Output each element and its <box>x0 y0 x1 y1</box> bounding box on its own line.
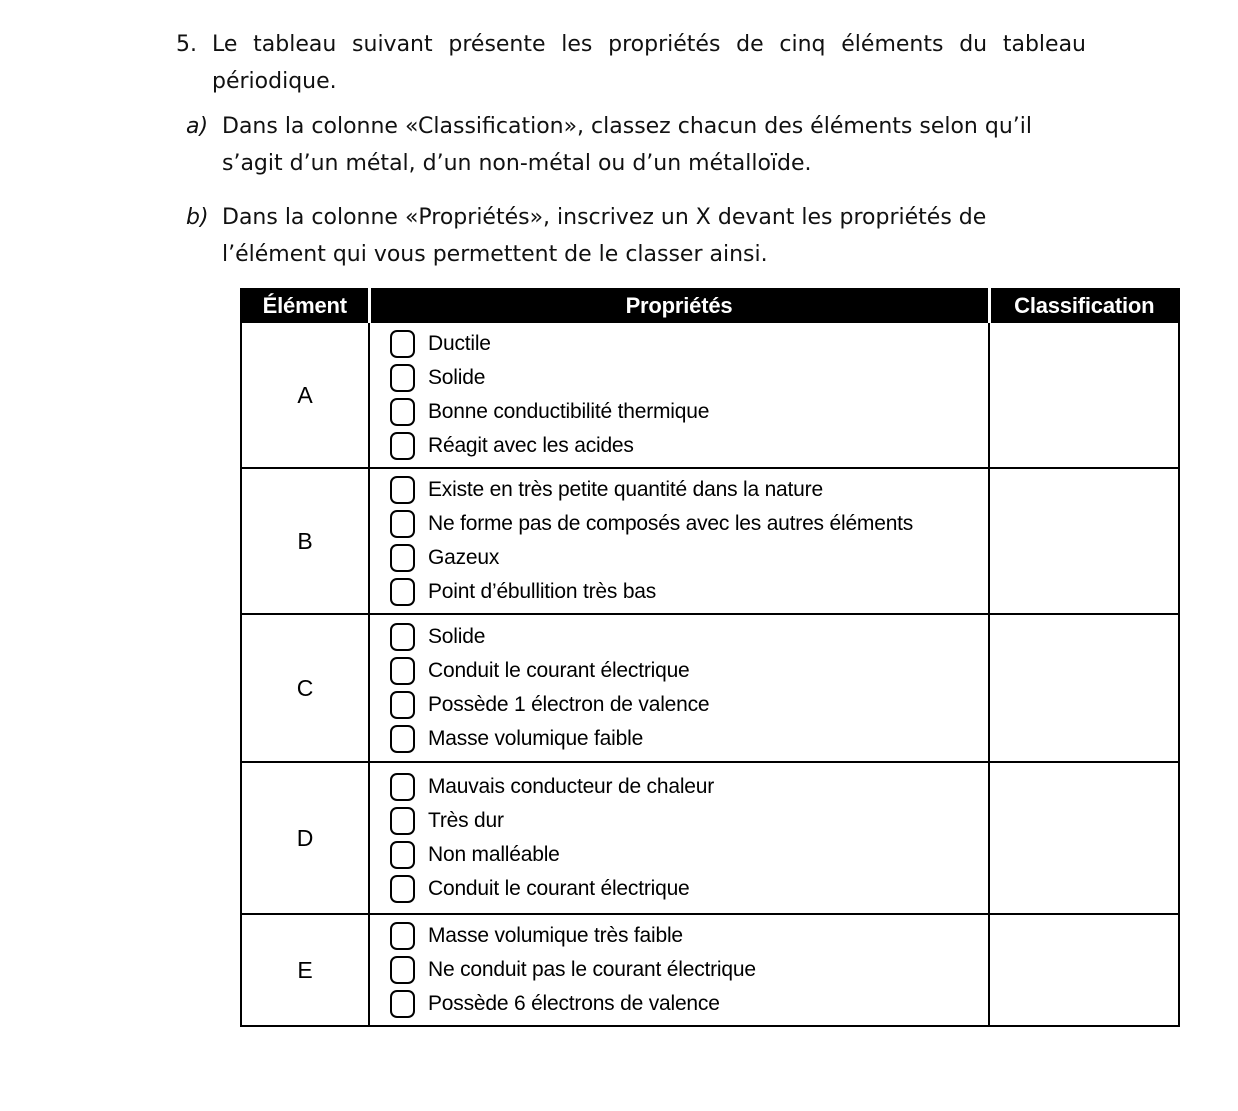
part-a-marker: a) <box>186 114 209 139</box>
question-5 <box>176 26 1088 100</box>
property-item <box>390 688 980 722</box>
property-label: Très dur <box>428 809 504 832</box>
property-checkbox[interactable] <box>390 476 415 504</box>
property-label: Possède 6 électrons de valence <box>428 992 720 1015</box>
part-b-text: Dans la colonne «Propriétés», inscrivez un X devant les propriétés de l’élément qui vous permettent de le classer ainsi. <box>222 205 987 267</box>
property-checkbox[interactable] <box>390 773 415 801</box>
classification-cell-d[interactable] <box>989 762 1179 914</box>
element-label-b: B <box>241 468 369 614</box>
classification-cell-c[interactable] <box>989 614 1179 762</box>
property-checkbox[interactable] <box>390 841 415 869</box>
question-part-b <box>186 199 1056 273</box>
elements-properties-table <box>240 288 1180 1027</box>
table-row-a <box>241 322 1179 468</box>
property-item <box>390 327 980 361</box>
property-checkbox[interactable] <box>390 398 415 426</box>
property-checkbox[interactable] <box>390 330 415 358</box>
property-checkbox[interactable] <box>390 956 415 984</box>
element-label-c: C <box>241 614 369 762</box>
table-row-b <box>241 468 1179 614</box>
property-checkbox[interactable] <box>390 364 415 392</box>
property-checkbox[interactable] <box>390 691 415 719</box>
property-item <box>390 541 980 575</box>
element-label-d: D <box>241 762 369 914</box>
property-label: Non malléable <box>428 843 560 866</box>
element-label-e: E <box>241 914 369 1026</box>
property-checkbox[interactable] <box>390 990 415 1018</box>
property-item <box>390 575 980 609</box>
header-element: Élément <box>241 289 369 322</box>
header-classification: Classification <box>989 289 1179 322</box>
property-label: Ne forme pas de composés avec les autres éléments <box>428 512 914 535</box>
table-row-d <box>241 762 1179 914</box>
property-label: Masse volumique faible <box>428 727 644 750</box>
property-item <box>390 473 980 507</box>
property-label: Conduit le courant électrique <box>428 877 690 900</box>
question-text: Le tableau suivant présente les propriétés de cinq éléments du tableau périodique. <box>212 32 1086 94</box>
property-label: Existe en très petite quantité dans la nature <box>428 478 823 501</box>
table-header-row <box>241 289 1179 322</box>
property-checkbox[interactable] <box>390 623 415 651</box>
property-label: Solide <box>428 625 486 648</box>
property-item <box>390 919 980 953</box>
property-checkbox[interactable] <box>390 510 415 538</box>
question-number: 5. <box>176 32 197 57</box>
property-checkbox[interactable] <box>390 922 415 950</box>
part-b-marker: b) <box>186 205 209 230</box>
classification-cell-e[interactable] <box>989 914 1179 1026</box>
header-properties: Propriétés <box>369 289 989 322</box>
property-item <box>390 507 980 541</box>
property-item <box>390 654 980 688</box>
property-item <box>390 361 980 395</box>
property-item <box>390 838 980 872</box>
property-label: Point d’ébullition très bas <box>428 580 657 603</box>
property-label: Masse volumique très faible <box>428 924 683 947</box>
property-checkbox[interactable] <box>390 432 415 460</box>
property-label: Réagit avec les acides <box>428 434 634 457</box>
element-label-a: A <box>241 322 369 468</box>
property-checkbox[interactable] <box>390 725 415 753</box>
classification-cell-a[interactable] <box>989 322 1179 468</box>
property-item <box>390 395 980 429</box>
question-part-a <box>186 108 1056 182</box>
property-label: Gazeux <box>428 546 500 569</box>
property-item <box>390 620 980 654</box>
property-label: Conduit le courant électrique <box>428 659 690 682</box>
property-checkbox[interactable] <box>390 875 415 903</box>
property-item <box>390 872 980 906</box>
property-checkbox[interactable] <box>390 657 415 685</box>
property-item <box>390 770 980 804</box>
table-row-e <box>241 914 1179 1026</box>
property-item <box>390 987 980 1021</box>
property-label: Ne conduit pas le courant électrique <box>428 958 756 981</box>
classification-cell-b[interactable] <box>989 468 1179 614</box>
property-item <box>390 804 980 838</box>
property-item <box>390 429 980 463</box>
property-label: Ductile <box>428 332 491 355</box>
property-item <box>390 953 980 987</box>
property-item <box>390 722 980 756</box>
property-label: Mauvais conducteur de chaleur <box>428 775 715 798</box>
property-label: Bonne conductibilité thermique <box>428 400 710 423</box>
property-label: Possède 1 électron de valence <box>428 693 710 716</box>
property-checkbox[interactable] <box>390 578 415 606</box>
property-label: Solide <box>428 366 486 389</box>
part-a-text: Dans la colonne «Classification», classez chacun des éléments selon qu’il s’agit d’un métal, d’un non-métal ou d’un métalloïde. <box>222 114 1032 176</box>
table-row-c <box>241 614 1179 762</box>
property-checkbox[interactable] <box>390 807 415 835</box>
property-checkbox[interactable] <box>390 544 415 572</box>
